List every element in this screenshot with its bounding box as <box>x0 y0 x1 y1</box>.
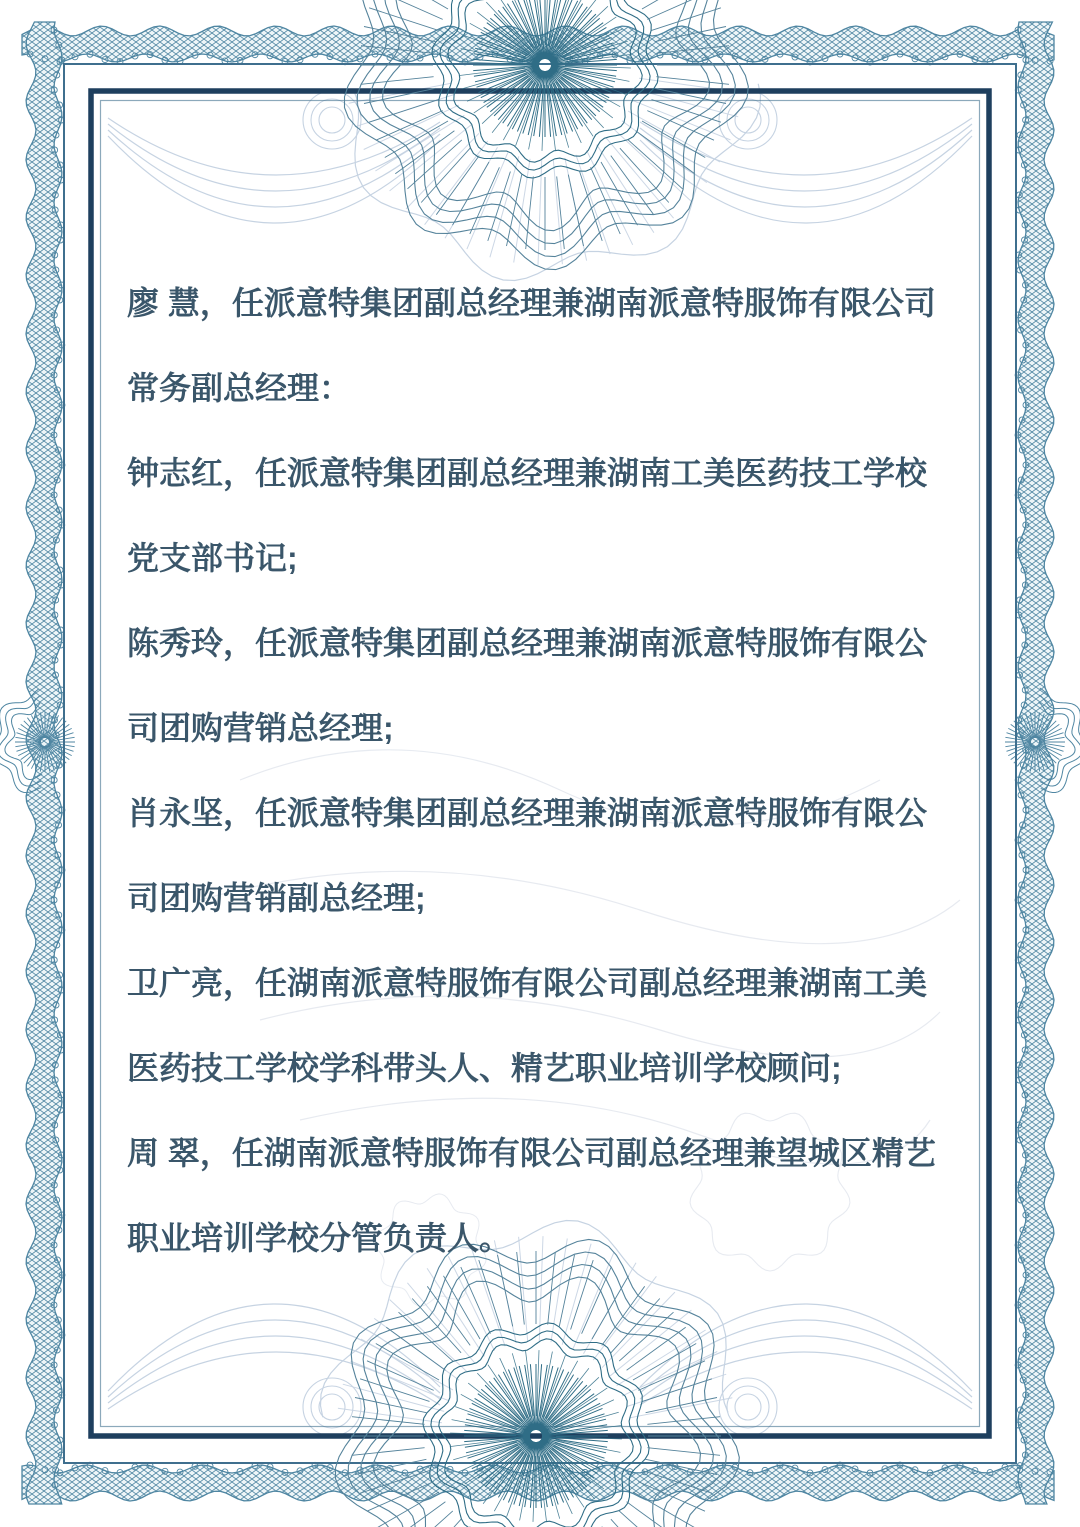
appointment-line-12 <box>127 1196 977 1281</box>
appointment-line-6 <box>127 686 977 771</box>
appointment-line-3 <box>127 431 977 516</box>
appointment-title: 医药技工学校学科带头人、精艺职业培训学校顾问; <box>127 1050 842 1086</box>
appointment-title: 任派意特集团副总经理兼湖南派意特服饰有限公 <box>255 625 928 661</box>
appointment-title: 任湖南派意特服饰有限公司副总经理兼望城区精艺 <box>231 1135 936 1171</box>
appointment-line-10 <box>127 1026 977 1111</box>
person-name: 钟志红， <box>127 455 256 491</box>
appointment-title: 任派意特集团副总经理兼湖南派意特服饰有限公司 <box>231 285 936 321</box>
appointment-line-1 <box>127 261 977 346</box>
appointment-title: 任派意特集团副总经理兼湖南派意特服饰有限公 <box>255 795 928 831</box>
appointment-line-7 <box>127 771 977 856</box>
appointment-title: 党支部书记; <box>127 540 298 576</box>
appointment-line-4 <box>127 516 977 601</box>
person-name: 陈秀玲， <box>127 625 256 661</box>
appointment-line-2 <box>127 346 977 431</box>
appointment-title: 任派意特集团副总经理兼湖南工美医药技工学校 <box>255 455 928 491</box>
person-name: 肖永坚， <box>127 795 256 831</box>
person-name: 廖 慧， <box>127 285 232 321</box>
appointment-line-5 <box>127 601 977 686</box>
appointment-title: 任湖南派意特服饰有限公司副总经理兼湖南工美 <box>255 965 928 1001</box>
appointment-line-9 <box>127 941 977 1026</box>
appointment-line-8 <box>127 856 977 941</box>
appointment-line-11 <box>127 1111 977 1196</box>
appointment-title: 职业培训学校分管负责人。 <box>127 1220 512 1256</box>
appointment-title: 司团购营销总经理; <box>127 710 394 746</box>
appointment-text-block <box>127 261 977 1281</box>
person-name: 卫广亮， <box>127 965 256 1001</box>
appointment-title: 常务副总经理： <box>127 370 352 406</box>
appointment-title: 司团购营销副总经理; <box>127 880 426 916</box>
person-name: 周 翠， <box>127 1135 232 1171</box>
